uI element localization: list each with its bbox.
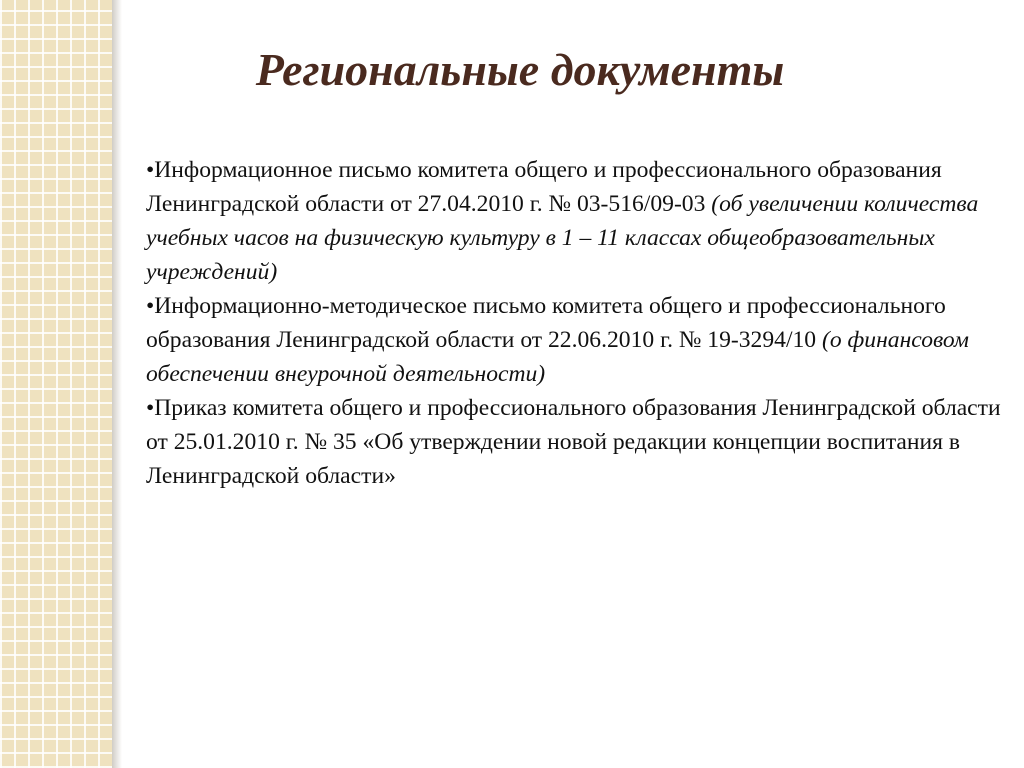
- item-text: •Информационное письмо комитета общего и профессионального образования Ленинградской области от 27.04.2010 г. № 03-516/09-03: [146, 157, 942, 217]
- list-item: [146, 289, 1006, 391]
- item-text: •Информационно-методическое письмо комитета общего и профессионального образования Ленинградской области от 22.06.2010 г. № 19-3294/10: [146, 293, 946, 353]
- list-item: [146, 391, 1006, 493]
- slide-title: Региональные документы: [255, 44, 785, 95]
- list-item: [146, 153, 1006, 289]
- decorative-side-band: [0, 0, 112, 768]
- item-note: (о финансовом обеспечении внеурочной деятельности): [146, 327, 969, 387]
- side-band-shadow: [112, 0, 122, 768]
- item-note: (об увеличении количества учебных часов на физическую культуру в 1 – 11 классах общеобразовательных учреждений): [146, 191, 979, 285]
- document-list: [146, 153, 1006, 493]
- item-text: •Приказ комитета общего и профессионального образования Ленинградской области от 25.01.2010 г. № 35 «Об утверждении новой редакции концепции воспитания в Ленинградской области»: [146, 395, 1001, 489]
